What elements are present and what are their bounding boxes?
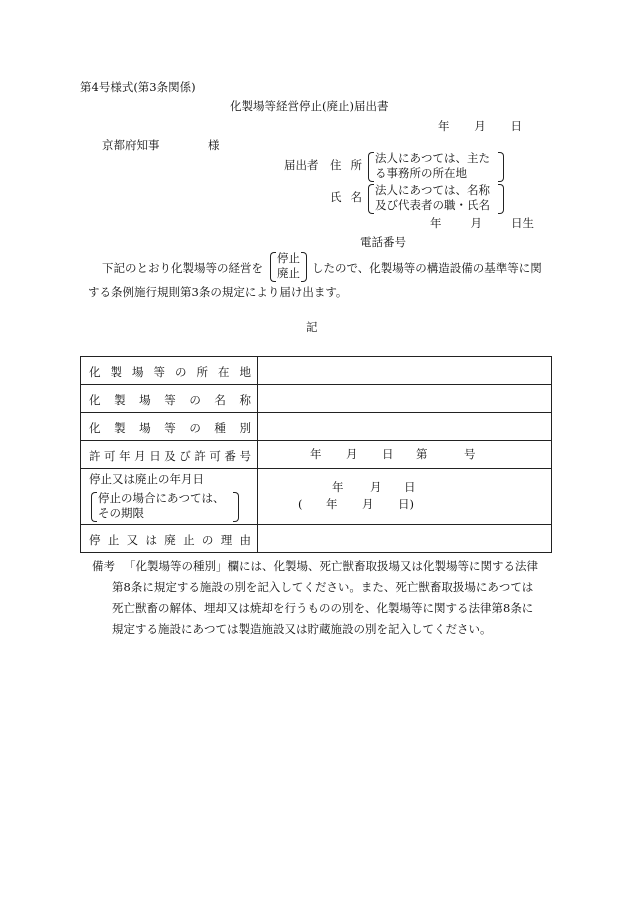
ki-heading: 記: [306, 320, 318, 334]
label-char: 種: [214, 420, 226, 435]
permit-label-text: [89, 448, 251, 462]
label-char: 等: [153, 364, 165, 379]
address-note-line2: る事務所の所在地: [375, 166, 467, 180]
birth-day: 日生: [511, 216, 534, 230]
address-note-line1: 法人にあつては、主た: [375, 151, 490, 165]
label-char: 止: [183, 532, 195, 547]
period-day: 日): [398, 496, 414, 511]
label-char: 場: [139, 420, 151, 435]
label-char: 等: [164, 420, 176, 435]
permit-dai: 第: [416, 446, 428, 461]
stop-note-bracket-left: [91, 492, 97, 522]
location-label: [81, 357, 258, 385]
period-year: 年: [326, 496, 338, 511]
label-char: 等: [164, 392, 176, 407]
name-note-line2: 及び代表者の職・氏名: [375, 198, 490, 212]
label-char: 場: [132, 364, 144, 379]
stop-month: 月: [370, 479, 382, 494]
remarks-line1: 「化製場等の種別」欄には、化製場、死亡獣畜取扱場又は化製場等に関する法律: [124, 559, 538, 573]
label-char: 許: [89, 448, 101, 463]
label-char: 又: [126, 532, 139, 547]
address-note-bracket-right: [498, 152, 504, 182]
facility-name-label: [81, 385, 258, 413]
permit-year: 年: [310, 446, 322, 461]
addressee-suffix: 様: [208, 138, 220, 152]
label-char: 地: [239, 364, 251, 379]
table-row: [81, 385, 552, 413]
reason-value[interactable]: [258, 525, 552, 553]
table-row: [81, 413, 552, 441]
submission-date: [438, 121, 522, 133]
address-label-1: 住: [330, 158, 342, 172]
stop-date-label: [81, 469, 258, 525]
body-line1-pre: 下記のとおり化製場等の経営を: [102, 261, 263, 275]
table-row: [81, 441, 552, 469]
label-char: 製: [110, 364, 122, 379]
stop-note-line2: その期限: [98, 505, 144, 520]
label-char: び: [179, 448, 191, 463]
remarks-line2: 第8条に規定する施設の別を記入してください。また、死亡獣畜取扱場にあつては: [112, 580, 534, 594]
stop-note-line1: 停止の場合にあつては、: [98, 490, 225, 505]
label-char: 廃: [164, 532, 176, 547]
label-char: の: [189, 392, 201, 407]
stop-year: 年: [332, 479, 344, 494]
stop-day: 日: [404, 479, 416, 494]
label-char: 日: [149, 448, 161, 463]
stop-date-value[interactable]: [258, 469, 552, 525]
body-line2: する条例施行規則第3条の規定により届け出ます。: [88, 285, 348, 299]
period-month: 月: [362, 496, 374, 511]
label-char: 停: [89, 532, 101, 547]
form-number: 第4号様式(第3条関係): [80, 80, 196, 94]
name-label: [330, 192, 362, 204]
facility-type-label-text: [89, 420, 251, 434]
phone-label: 電話番号: [360, 235, 406, 249]
birth-month: 月: [470, 216, 482, 230]
facility-name-label-text: [89, 392, 251, 406]
permit-label: [81, 441, 258, 469]
name-note-bracket-right: [498, 184, 504, 214]
reason-label: [81, 525, 258, 553]
address-label: [330, 160, 362, 172]
label-char: 製: [114, 392, 126, 407]
addressee-name: 京都府知事: [102, 138, 160, 152]
label-char: 年: [119, 448, 131, 463]
label-char: 化: [89, 392, 101, 407]
birth-year: 年: [430, 216, 442, 230]
choice-bracket-right: [301, 252, 307, 282]
notifier-label: 届出者: [284, 158, 319, 172]
label-char: 場: [139, 392, 151, 407]
label-char: 称: [239, 392, 251, 407]
name-note-line1: 法人にあつては、名称: [375, 183, 490, 197]
label-char: 可: [104, 448, 116, 463]
name-note-bracket-left: [368, 184, 374, 214]
label-char: 製: [114, 420, 126, 435]
remarks-label: 備考: [92, 559, 115, 573]
label-char: 別: [239, 420, 251, 435]
table-row: [81, 469, 552, 525]
label-char: の: [189, 420, 201, 435]
label-char: 及: [164, 448, 176, 463]
facility-name-value[interactable]: [258, 385, 552, 413]
label-char: 化: [89, 364, 101, 379]
choice-stop: 停止: [277, 251, 300, 265]
document-title: 化製場等経営停止(廃止)届出書: [230, 99, 389, 113]
label-char: 所: [196, 364, 208, 379]
stop-date-label-text: 停止又は廃止の年月日: [89, 471, 204, 486]
name-label-2: 名: [350, 190, 362, 204]
label-char: 止: [107, 532, 120, 547]
birth-date-line: [430, 218, 534, 230]
remarks-line3: 死亡獣畜の解体、埋却又は焼却を行うものの別を、化製場等に関する法律第8条に: [112, 601, 534, 615]
label-char: 名: [214, 392, 226, 407]
label-char: の: [201, 532, 214, 547]
label-char: 可: [209, 448, 221, 463]
table-row: [81, 357, 552, 385]
choice-bracket-left: [270, 252, 276, 282]
label-char: は: [145, 532, 157, 547]
permit-value[interactable]: [258, 441, 552, 469]
label-char: 月: [134, 448, 146, 463]
choice-abolish: 廃止: [277, 266, 300, 280]
label-char: 由: [239, 532, 251, 547]
label-char: 在: [218, 364, 230, 379]
remarks-line4: 規定する施設にあつては製造施設又は貯蔵施設の別を記入してください。: [112, 622, 492, 636]
label-char: 化: [89, 420, 101, 435]
period-open-paren: (: [298, 496, 303, 511]
name-label-1: 氏: [330, 190, 342, 204]
details-table: [80, 356, 552, 553]
body-line1-post: したので、化製場等の構造設備の基準等に関: [312, 261, 542, 275]
label-char: の: [175, 364, 187, 379]
date-day: 日: [510, 119, 522, 133]
address-note-bracket-left: [368, 152, 374, 182]
stop-note-bracket-right: [233, 492, 239, 522]
date-month: 月: [474, 119, 486, 133]
label-char: 理: [220, 532, 233, 547]
facility-type-label: [81, 413, 258, 441]
date-year: 年: [438, 119, 450, 133]
location-value[interactable]: [258, 357, 552, 385]
label-char: 番: [224, 448, 236, 463]
permit-go: 号: [464, 446, 476, 461]
reason-label-text: [89, 532, 251, 546]
location-label-text: [89, 364, 251, 378]
label-char: 許: [194, 448, 206, 463]
table-row: [81, 525, 552, 553]
permit-month: 月: [346, 446, 358, 461]
label-char: 号: [239, 448, 251, 463]
facility-type-value[interactable]: [258, 413, 552, 441]
permit-day: 日: [382, 446, 394, 461]
address-label-2: 所: [350, 158, 362, 172]
